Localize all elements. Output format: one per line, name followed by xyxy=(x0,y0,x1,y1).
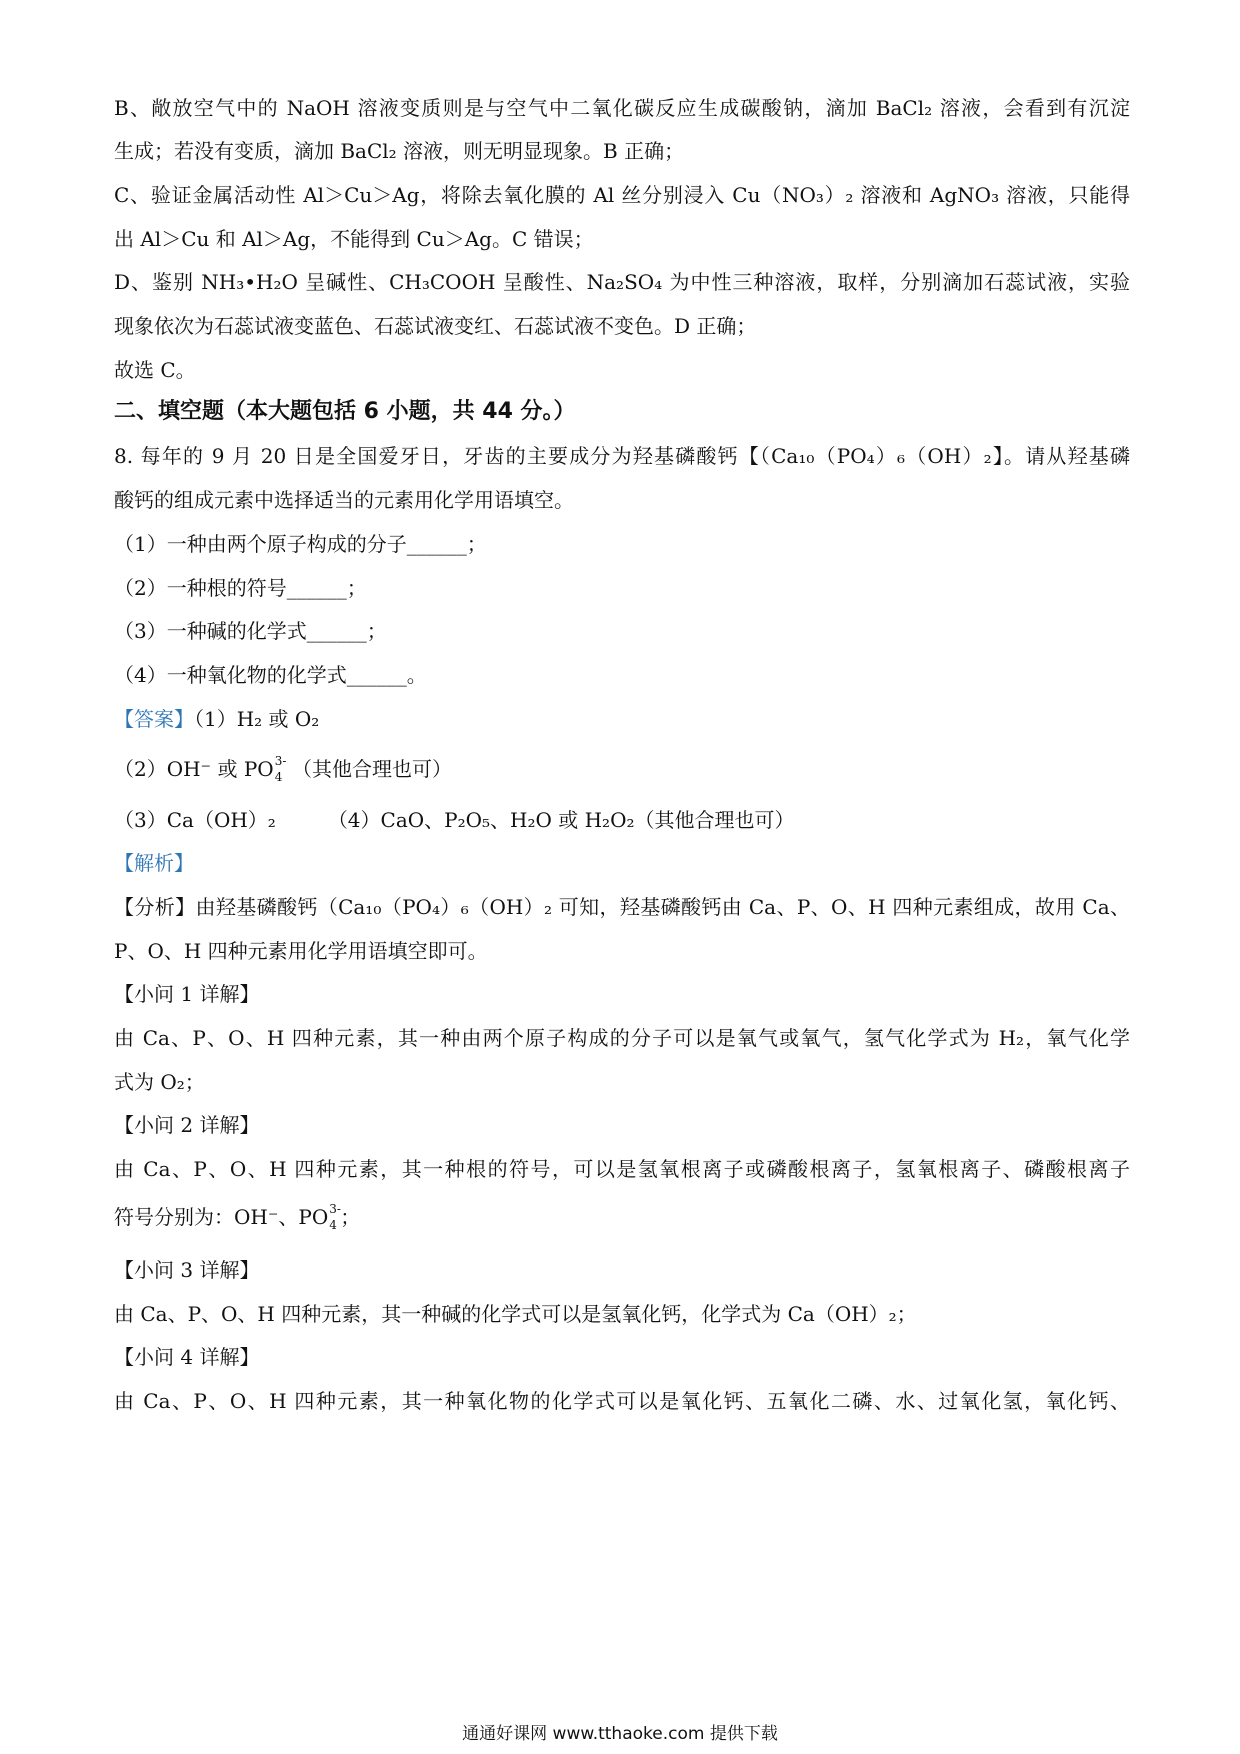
answer-1: （1）H₂ 或 O₂ xyxy=(194,707,320,731)
question-8-part3: （3）一种碱的化学式______； xyxy=(114,619,387,643)
section-heading: 二、填空题（本大题包括 6 小题，共 44 分。） xyxy=(114,399,576,424)
answer-line3 xyxy=(114,806,795,834)
po4-ion-notation-2 xyxy=(328,1203,340,1231)
po4-subscript-2: 4 xyxy=(329,1218,337,1232)
option-d-line2: 现象依次为石蕊试液变蓝色、石蕊试液变红、石蕊试液不变色。D 正确； xyxy=(114,314,757,338)
option-c-line2: 出 Al＞Cu 和 Al＞Ag，不能得到 Cu＞Ag。C 错误； xyxy=(114,227,594,251)
sub-question-4-heading: 【小问 4 详解】 xyxy=(114,1345,260,1369)
analysis-line1: 【分析】由羟基磷酸钙（Ca₁₀（PO₄）₆（OH）₂ 可知，羟基磷酸钙由 Ca、P、O、H 四种元素组成，故用 Ca、 xyxy=(114,895,1130,919)
choose-answer: 故选 C。 xyxy=(114,358,196,382)
po4-subscript: 4 xyxy=(274,770,283,784)
sub-question-1-line1: 由 Ca、P、O、H 四种元素，其一种由两个原子构成的分子可以是氧气或氧气，氢气化学式为 H₂，氧气化学 xyxy=(114,1026,1130,1050)
option-b-line1: B、敞放空气中的 NaOH 溶液变质则是与空气中二氧化碳反应生成碳酸钠，滴加 BaCl₂ 溶液，会看到有沉淀 xyxy=(114,96,1130,120)
question-8-line2: 酸钙的组成元素中选择适当的元素用化学用语填空。 xyxy=(114,488,574,512)
option-b-line2: 生成；若没有变质，滴加 BaCl₂ 溶液，则无明显现象。B 正确； xyxy=(114,139,685,163)
analysis-line2: P、O、H 四种元素用化学用语填空即可。 xyxy=(114,939,488,963)
sub-question-2-heading: 【小问 2 详解】 xyxy=(114,1113,260,1137)
sub-question-2-line1: 由 Ca、P、O、H 四种元素，其一种根的符号，可以是氢氧根离子或磷酸根离子，氢氧根离子、磷酸根离子 xyxy=(114,1157,1130,1181)
sub-question-2-line2-suffix: ； xyxy=(340,1205,361,1229)
answer-2-prefix: （2）OH⁻ 或 PO xyxy=(114,757,274,781)
answer-3: （3）Ca（OH）₂ xyxy=(114,808,276,832)
sub-question-1-line2: 式为 O₂； xyxy=(114,1070,205,1094)
option-c-line1: C、验证金属活动性 Al＞Cu＞Ag，将除去氧化膜的 Al 丝分别浸入 Cu（NO₃）₂ 溶液和 AgNO₃ 溶液，只能得 xyxy=(114,183,1130,207)
sub-question-1-heading: 【小问 1 详解】 xyxy=(114,982,260,1006)
answer-tag: 【答案】 xyxy=(114,707,194,731)
question-8-part1: （1）一种由两个原子构成的分子______； xyxy=(114,532,487,556)
po4-charge: 3- xyxy=(274,754,287,768)
sub-question-3-line1: 由 Ca、P、O、H 四种元素，其一种碱的化学式可以是氢氧化钙，化学式为 Ca（OH）₂； xyxy=(114,1302,917,1326)
analysis-tag: 【解析】 xyxy=(114,851,194,875)
footer-credit: 通通好课网 www.tthaoke.com 提供下载 xyxy=(462,1724,778,1744)
sub-question-2-line2-prefix: 符号分别为：OH⁻、PO xyxy=(114,1205,329,1229)
po4-ion-notation xyxy=(274,755,286,783)
po4-charge-2: 3- xyxy=(329,1202,341,1216)
question-8-line1: 8. 每年的 9 月 20 日是全国爱牙日，牙齿的主要成分为羟基磷酸钙【（Ca₁₀（PO₄）₆（OH）₂】。请从羟基磷 xyxy=(114,444,1130,468)
sub-question-3-heading: 【小问 3 详解】 xyxy=(114,1258,260,1282)
sub-question-2-line2 xyxy=(114,1203,360,1231)
answer-2-suffix: （其他合理也可） xyxy=(292,757,453,781)
answer-line1 xyxy=(114,705,319,733)
question-8-part2: （2）一种根的符号______； xyxy=(114,576,367,600)
question-8-part4: （4）一种氧化物的化学式______。 xyxy=(114,663,427,687)
option-d-line1: D、鉴别 NH₃•H₂O 呈碱性、CH₃COOH 呈酸性、Na₂SO₄ 为中性三种溶液，取样，分别滴加石蕊试液，实验 xyxy=(114,270,1130,294)
answer-4: （4）CaO、P₂O₅、H₂O 或 H₂O₂（其他合理也可） xyxy=(327,808,795,832)
answer-line2 xyxy=(114,755,452,783)
sub-question-4-line1: 由 Ca、P、O、H 四种元素，其一种氧化物的化学式可以是氧化钙、五氧化二磷、水、过氧化氢，氧化钙、 xyxy=(114,1389,1130,1413)
